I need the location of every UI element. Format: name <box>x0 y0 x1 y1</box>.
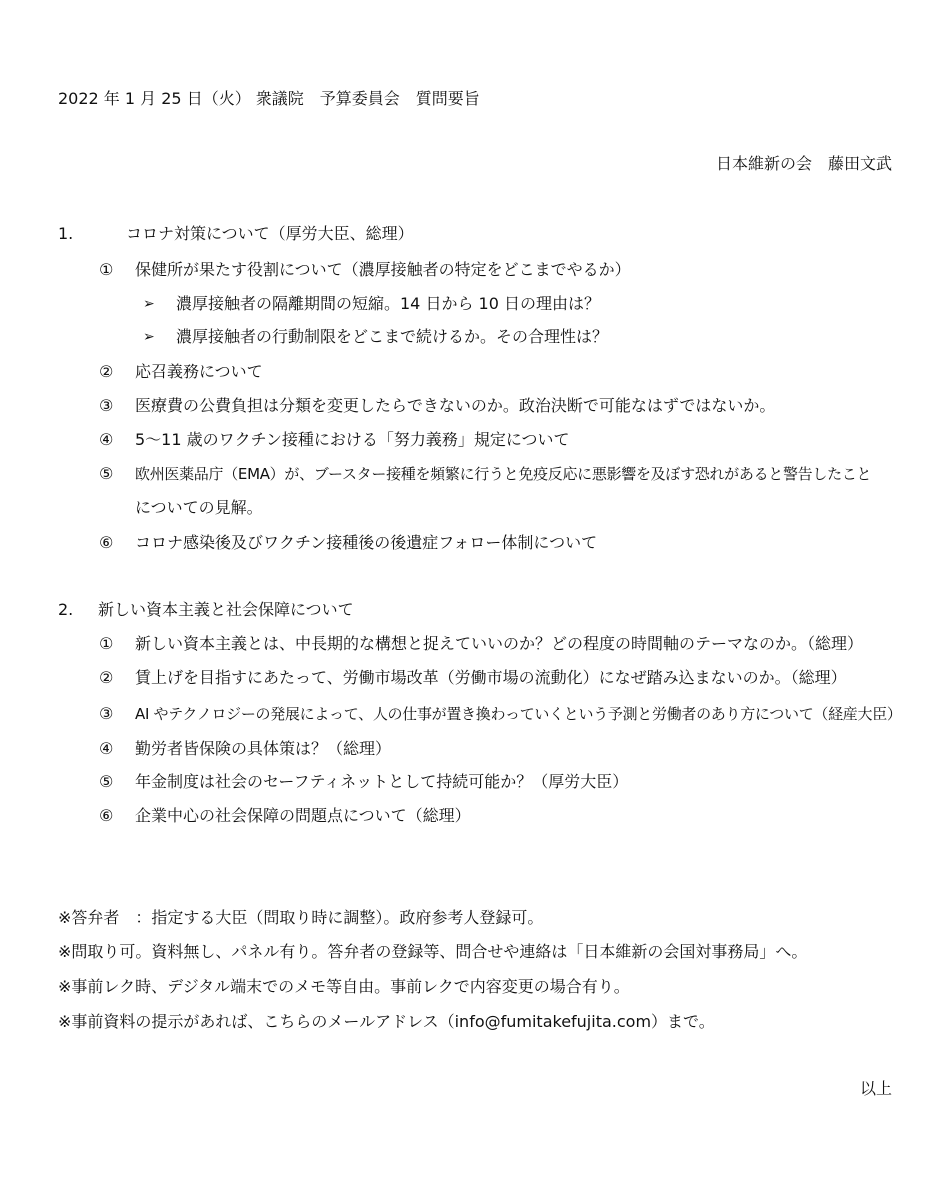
sub-item-text: 濃厚接触者の行動制限をどこまで続けるか。その合理性は？ <box>176 327 609 346</box>
author-line: 日本維新の会 藤田文武 <box>715 154 892 173</box>
item-text: 応召義務について <box>135 362 263 381</box>
item-marker: ⑥ <box>99 806 114 825</box>
item-marker: ⑤ <box>99 772 114 791</box>
item-text-continued: についての見解。 <box>135 498 263 517</box>
section-title: 新しい資本主義と社会保障について <box>98 600 354 619</box>
item-marker: ⑤ <box>99 464 114 483</box>
sub-item-text: 濃厚接触者の隔離期間の短縮。14 日から 10 日の理由は？ <box>176 294 600 313</box>
note-line: ※答弁者 ：指定する大臣（問取り時に調整）。政府参考人登録可。 <box>58 908 544 927</box>
section-number: 2. <box>58 600 74 619</box>
item-marker: ④ <box>99 430 114 449</box>
section-number: 1. <box>58 224 74 243</box>
list-item <box>99 260 631 280</box>
section-1-heading <box>58 224 414 244</box>
item-text: 企業中心の社会保障の問題点について（総理） <box>135 806 471 825</box>
list-item <box>99 396 775 416</box>
section-2-heading <box>58 600 354 620</box>
item-marker: ① <box>99 634 114 653</box>
item-marker: ③ <box>99 704 114 723</box>
item-text: 賃上げを目指すにあたって、労働市場改革（労働市場の流動化）になぜ踏み込まないのか。（総理） <box>135 668 847 687</box>
document-title: 2022 年 1 月 25 日（火） 衆議院 予算委員会 質問要旨 <box>58 89 480 108</box>
item-text: 年金制度は社会のセーフティネットとして持続可能か？（厚労大臣） <box>135 772 629 791</box>
item-marker: ② <box>99 668 114 687</box>
item-text: AI やテクノロジーの発展によって、人の仕事が置き換わっていくという予測と労働者のあり方について（経産大臣） <box>135 705 902 723</box>
note-line: ※問取り可。資料無し、パネル有り。答弁者の登録等、問合せや連絡は「日本維新の会国対事務局」へ。 <box>58 942 808 961</box>
item-text: 5～11 歳のワクチン接種における「努力義務」規定について <box>135 430 570 449</box>
item-text: 保健所が果たす役割について（濃厚接触者の特定をどこまでやるか） <box>135 260 631 279</box>
item-marker: ③ <box>99 396 114 415</box>
item-text: コロナ感染後及びワクチン接種後の後遺症フォロー体制について <box>135 533 598 552</box>
item-text: 医療費の公費負担は分類を変更したらできないのか。政治決断で可能なはずではないか。 <box>135 396 776 415</box>
item-text: 欧州医薬品庁（EMA）が、ブースター接種を頻繁に行うと免疫反応に悪影響を及ぼす恐れがあると警告したこと <box>135 465 872 483</box>
list-item <box>99 704 902 724</box>
note-line: ※事前資料の提示があれば、こちらのメールアドレス（info@fumitakefujita.com）まで。 <box>58 1012 715 1031</box>
list-item <box>99 772 628 792</box>
list-item <box>99 362 263 382</box>
list-item <box>99 634 863 654</box>
list-item <box>99 806 471 826</box>
list-item <box>99 668 847 688</box>
closing-text: 以上 <box>859 1079 892 1098</box>
list-item <box>99 533 597 553</box>
item-text: 勤労者皆保険の具体策は？（総理） <box>135 739 392 758</box>
sub-list-item <box>143 327 608 347</box>
arrow-bullet-icon: ➢ <box>143 296 155 312</box>
item-text: 新しい資本主義とは、中長期的な構想と捉えていいのか？どの程度の時間軸のテーマなのか。（総理） <box>135 634 864 653</box>
item-marker: ① <box>99 260 114 279</box>
list-item <box>99 739 391 759</box>
item-marker: ⑥ <box>99 533 114 552</box>
item-marker: ④ <box>99 739 114 758</box>
sub-list-item <box>143 294 600 314</box>
item-marker: ② <box>99 362 114 381</box>
arrow-bullet-icon: ➢ <box>143 329 155 345</box>
section-title: コロナ対策について（厚労大臣、総理） <box>126 224 414 243</box>
list-item <box>99 430 570 450</box>
note-line: ※事前レク時、デジタル端末でのメモ等自由。事前レクで内容変更の場合有り。 <box>58 977 630 996</box>
list-item <box>99 464 871 484</box>
